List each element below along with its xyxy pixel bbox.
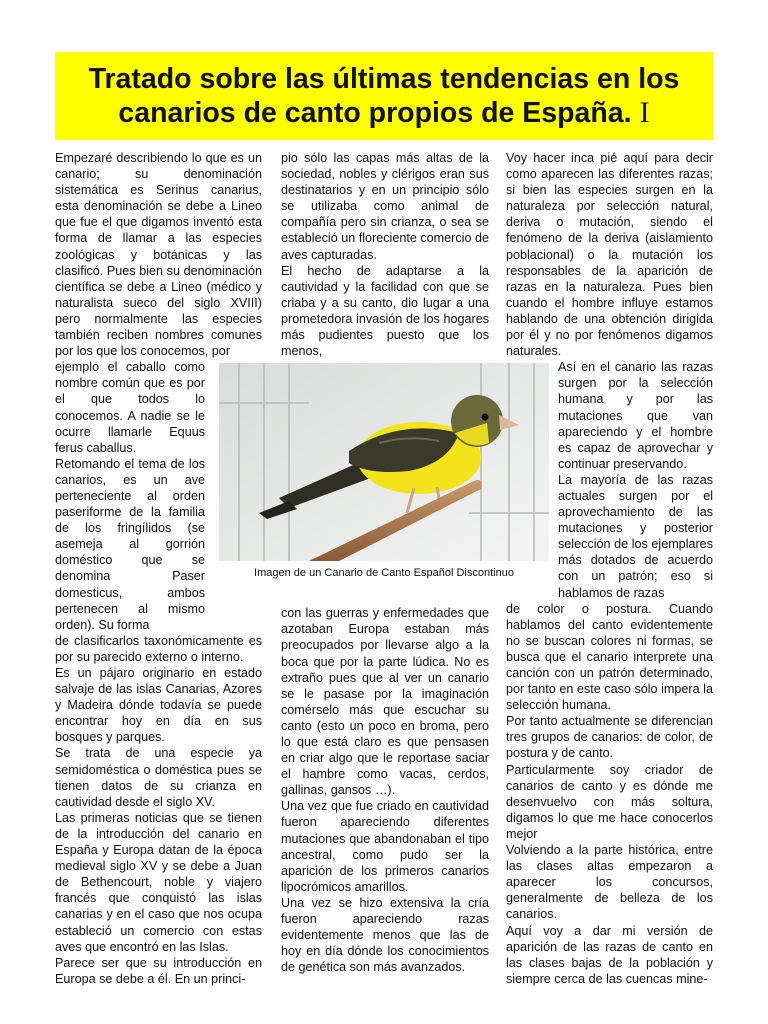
paragraph: Volviendo a la parte histórica, entre las clases altas empezaron a aparecer los concursos, generalmente de belleza de los canarios. [506, 843, 713, 922]
paragraph: de clasificarlos taxonómicamente es por su parecido externo o interno. [55, 633, 262, 664]
paragraph: Empezaré describiendo lo que es un canario; su denominación sistemática es Serinus canarius, esta denominación se debe a Lineo que fue el que digamos inventó esta forma de llamar a las especies zoológicas y botánicas y las clasificó. Pues bien su denominación científica se debe a Lineo (médico y naturalista sueco del siglo XVIII) pero normalmente las especies también reciben nombres comunes por los que los conocemos, por [55, 151, 262, 359]
paragraph: Particularmente soy criador de canarios de canto y es dónde me desenvuelvo con más soltura, digamos lo que me hace conocerlos mejor [506, 762, 713, 841]
paragraph: Retomando el tema de los canarios, es un ave perteneciente al orden paseriforme de la familia de los fringílidos (se asemeja al gorrión doméstico que se denomina Paser domesticus, ambos pertenecen al mismo orden). Su forma [55, 456, 205, 632]
paragraph: La mayoría de las razas actuales surgen por el aprovechamiento de las mutaciones y posterior selección de los ejemplares más dotados de acuerdo con un patrón; eso si hablamos de razas [558, 472, 713, 600]
paragraph: Por tanto actualmente se diferencian tres grupos de canarios: de color, de postura y de canto. [506, 714, 713, 761]
figure-caption: Imagen de un Canario de Canto Español Discontinuo [219, 561, 549, 585]
canary-illustration [219, 363, 549, 561]
title-line-2 [118, 96, 649, 130]
paragraph: ejemplo el caballo como nombre común que es por el que todos lo conocemos. A nadie se le ocurre llamarle Equus ferus caballus. [55, 360, 205, 455]
canary-figure [219, 363, 549, 585]
paragraph: de color o postura. Cuando hablamos del canto evidentemente no se buscan colores ni formas, se busca que el canario interprete una canción con un patrón determinado, por tanto en este caso sólo impera la selección humana. [506, 601, 713, 713]
paragraph: con las guerras y enfermedades que azotaban Europa estaban más preocupados por llevarse algo a la boca que por la parte lúdica. No es extraño pues que al ver un canario se le pasase por la imaginación comérselo más que escuchar su canto (esto un poco en broma, pero lo que está claro es que pensasen en criar algo que le reportase saciar el hambre como vacas, cerdos, gallinas, gansos …). [281, 606, 489, 798]
paragraph: pio sólo las capas más altas de la sociedad, nobles y clérigos eran sus destinatarios y en un principio sólo se utilizaba como animal de compañía pero sin crianza, o sea se estableció un floreciente comercio de aves capturadas. [281, 151, 489, 262]
paragraph: El hecho de adaptarse a la cautividad y la facilidad con que se criaba y a su canto, dio lugar a una prometedora invasión de los hogares más pudientes puesto que los menos, [281, 263, 489, 359]
title-numeral: I [639, 96, 650, 129]
title-banner [55, 52, 713, 140]
paragraph: Así en el canario las razas surgen por la selección humana y por las mutaciones que van apareciendo y el hombre es capaz de aprovechar y continuar preservando. [558, 360, 713, 471]
paragraph: Se trata de una especie ya semidoméstica o doméstica pues se tienen datos de su crianza en cautividad desde el siglo XV. [55, 746, 262, 809]
paragraph: Una vez que fue criado en cautividad fueron apareciendo diferentes mutaciones que abandonaban el tipo ancestral, como pudo ser la aparición de los primeros canarios lipocrómicos amarillos. [281, 799, 489, 894]
canary-photo [219, 363, 549, 561]
paragraph: Aquí voy a dar mi versión de aparición de las razas de canto en las clases bajas de la población y siempre cerca de las cuencas mine- [506, 923, 713, 986]
paragraph: Es un pájaro originario en estado salvaje de las islas Canarias, Azores y Madeira dónde todavía se puede encontrar hoy en día en sus bosques y parques. [55, 666, 262, 745]
title-text-2: canarios de canto propios de España. [118, 97, 632, 129]
paragraph: Las primeras noticias que se tienen de la introducción del canario en España y Europa datan de la época medieval siglo XV y se debe a Juan de Bethencourt, noble y viajero francés que conquistó las islas canarias y en el caso que nos ocupa estableció un comercio con estas aves que encontró en las Islas. [55, 810, 262, 954]
paragraph: Voy hacer inca pié aquí para decir como aparecen las diferentes razas; si bien las especies surgen en la naturaleza por selección natural, deriva o mutación, siendo el fenómeno de la deriva (aislamiento poblacional) o la mutación los responsables de la aparición de razas en la naturaleza. Pues bien cuando el hombre influye estamos hablando de una obtención dirigida por él y no por fenómenos digamos naturales. [506, 151, 713, 359]
paragraph: Una vez se hizo extensiva la cría fueron apareciendo razas evidentemente menos que las de hoy en día dónde los conocimientos de genética son más avanzados. [281, 895, 489, 975]
title-line-1: Tratado sobre las últimas tendencias en los [88, 63, 680, 95]
paragraph: Parece ser que su introducción en Europa se debe a él. En un princi- [55, 955, 262, 986]
